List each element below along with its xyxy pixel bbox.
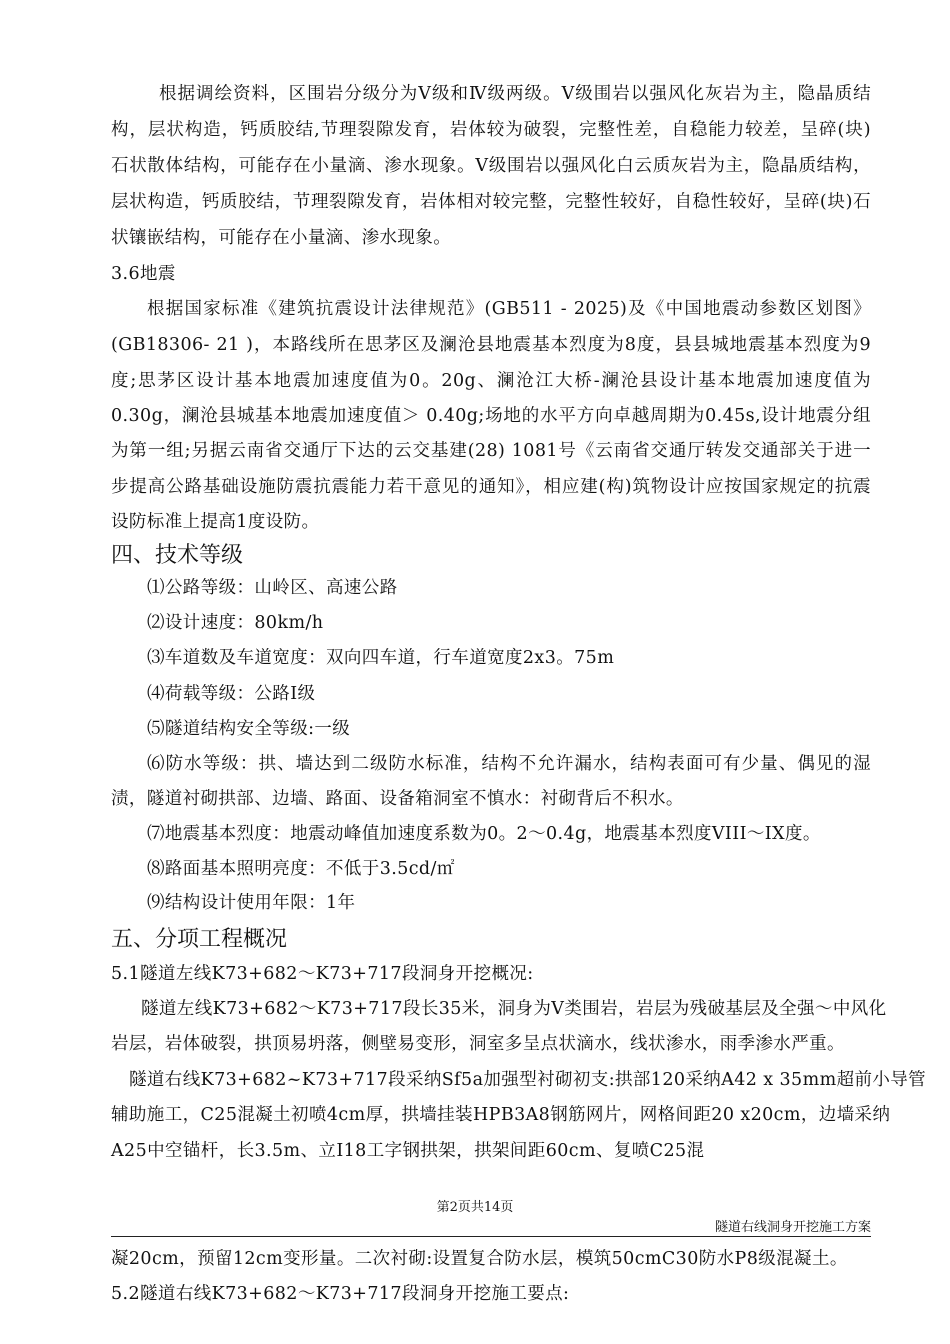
tech-item-2: ⑵设计速度：80km/h xyxy=(147,613,324,633)
seismic-line-3: 度;思茅区设计基本地震加速度值为0。20g、澜沧江大桥-澜沧县设计基本地震加速度值为 xyxy=(111,371,871,391)
tech-item-6-cont: 渍，隧道衬砌拱部、边墙、路面、设备箱洞室不慎水：衬砌背后不积水。 xyxy=(111,789,684,809)
tech-item-8: ⑻路面基本照明亮度：不低于3.5cd/㎡ xyxy=(147,859,455,879)
header-rule xyxy=(111,1236,871,1237)
tech-item-1: ⑴公路等级：山岭区、高速公路 xyxy=(147,578,398,598)
tech-item-3: ⑶车道数及车道宽度：双向四车道，行车道宽度2x3。75m xyxy=(147,648,615,668)
tech-item-4: ⑷荷载等级：公路Ⅰ级 xyxy=(147,684,316,704)
section-5-2-title: 5.2隧道右线K73+682〜K73+717段洞身开挖施工要点: xyxy=(111,1284,570,1304)
seismic-line-6: 步提高公路基础设施防震抗震能力若干意见的通知》，相应建(构)筑物设计应按国家规定的抗震 xyxy=(111,477,871,497)
seismic-line-5: 为第一组;另据云南省交通厅下达的云交基建(28) 1081号《云南省交通厅转发交通部关于进一 xyxy=(111,441,871,461)
page-number-footer: 第2页共14页 xyxy=(436,1200,514,1215)
rock-grade-line-3: 石状散体结构，可能存在小量滴、渗水现象。Ⅴ级围岩以强风化白云质灰岩为主，隐晶质结构， xyxy=(111,156,871,176)
heading-sub-projects: 五、分项工程概况 xyxy=(111,927,288,952)
support-line-1: 隧道右线K73+682~K73+717段采纳Sf5a加强型衬砌初支:拱部120采纳A42 x 35mm超前小导管 xyxy=(129,1070,927,1090)
seismic-line-4: 0.30g，澜沧县城基本地震加速度值＞ 0.40g;场地的水平方向卓越周期为0.45s,设计地震分组 xyxy=(111,406,871,426)
tech-item-6: ⑹防水等级：拱、墙达到二级防水标准，结构不允许漏水，结构表面可有少量、偶见的湿 xyxy=(147,754,871,774)
tech-item-5: ⑸隧道结构安全等级:一级 xyxy=(147,719,351,739)
rock-grade-line-4: 层状构造，钙质胶结，节理裂隙发育，岩体相对较完整，完整性较好，自稳性较好，呈碎(块)石 xyxy=(111,192,871,212)
running-header: 隧道右线洞身开挖施工方案 xyxy=(714,1220,871,1235)
section-3-6-title: 3.6地震 xyxy=(111,264,176,284)
tech-item-9: ⑼结构设计使用年限：1年 xyxy=(147,893,356,913)
rock-grade-line-5: 状镶嵌结构，可能存在小量滴、渗水现象。 xyxy=(111,228,452,248)
continued-paragraph: 凝20cm，预留12cm变形量。二次衬砌:设置复合防水层，模筑50cmC30防水P8级混凝土。 xyxy=(111,1249,848,1269)
rock-grade-line-1: 根据调绘资料，区围岩分级分为Ⅴ级和Ⅳ级两级。Ⅴ级围岩以强风化灰岩为主，隐晶质结 xyxy=(159,84,871,104)
section-5-1-line-1: 隧道左线K73+682〜K73+717段长35米，洞身为Ⅴ类围岩，岩层为残破基层及全强〜中风化 xyxy=(141,999,887,1019)
seismic-line-2: (GB18306- 21 )，本路线所在思茅区及澜沧县地震基本烈度为8度，县县城地震基本烈度为9 xyxy=(111,335,871,355)
support-line-2: 辅助施工，C25混凝土初喷4cm厚，拱墙挂装HPB3A8钢筋网片，网格间距20 x20cm，边墙采纳 xyxy=(111,1105,891,1125)
rock-grade-line-2: 构，层状构造，钙质胶结,节理裂隙发育，岩体较为破裂，完整性差，自稳能力较差，呈碎(块) xyxy=(111,120,871,140)
support-line-3: A25中空锚杆，长3.5m、立I18工字钢拱架，拱架间距60cm、复喷C25混 xyxy=(111,1141,705,1161)
tech-item-7: ⑺地震基本烈度：地震动峰值加速度系数为0。2〜0.4g，地震基本烈度VIII〜IX度。 xyxy=(147,824,821,844)
section-5-1-line-2: 岩层，岩体破裂，拱顶易坍落，侧壁易变形，洞室多呈点状滴水，线状渗水，雨季渗水严重。 xyxy=(111,1034,845,1054)
seismic-line-1: 根据国家标准《建筑抗震设计法律规范》(GB511 - 2025)及《中国地震动参数区划图》 xyxy=(147,299,871,319)
section-5-1-title: 5.1隧道左线K73+682〜K73+717段洞身开挖概况: xyxy=(111,964,534,984)
seismic-line-7: 设防标准上提高1度设防。 xyxy=(111,512,320,532)
heading-tech-grade: 四、技术等级 xyxy=(111,543,244,568)
